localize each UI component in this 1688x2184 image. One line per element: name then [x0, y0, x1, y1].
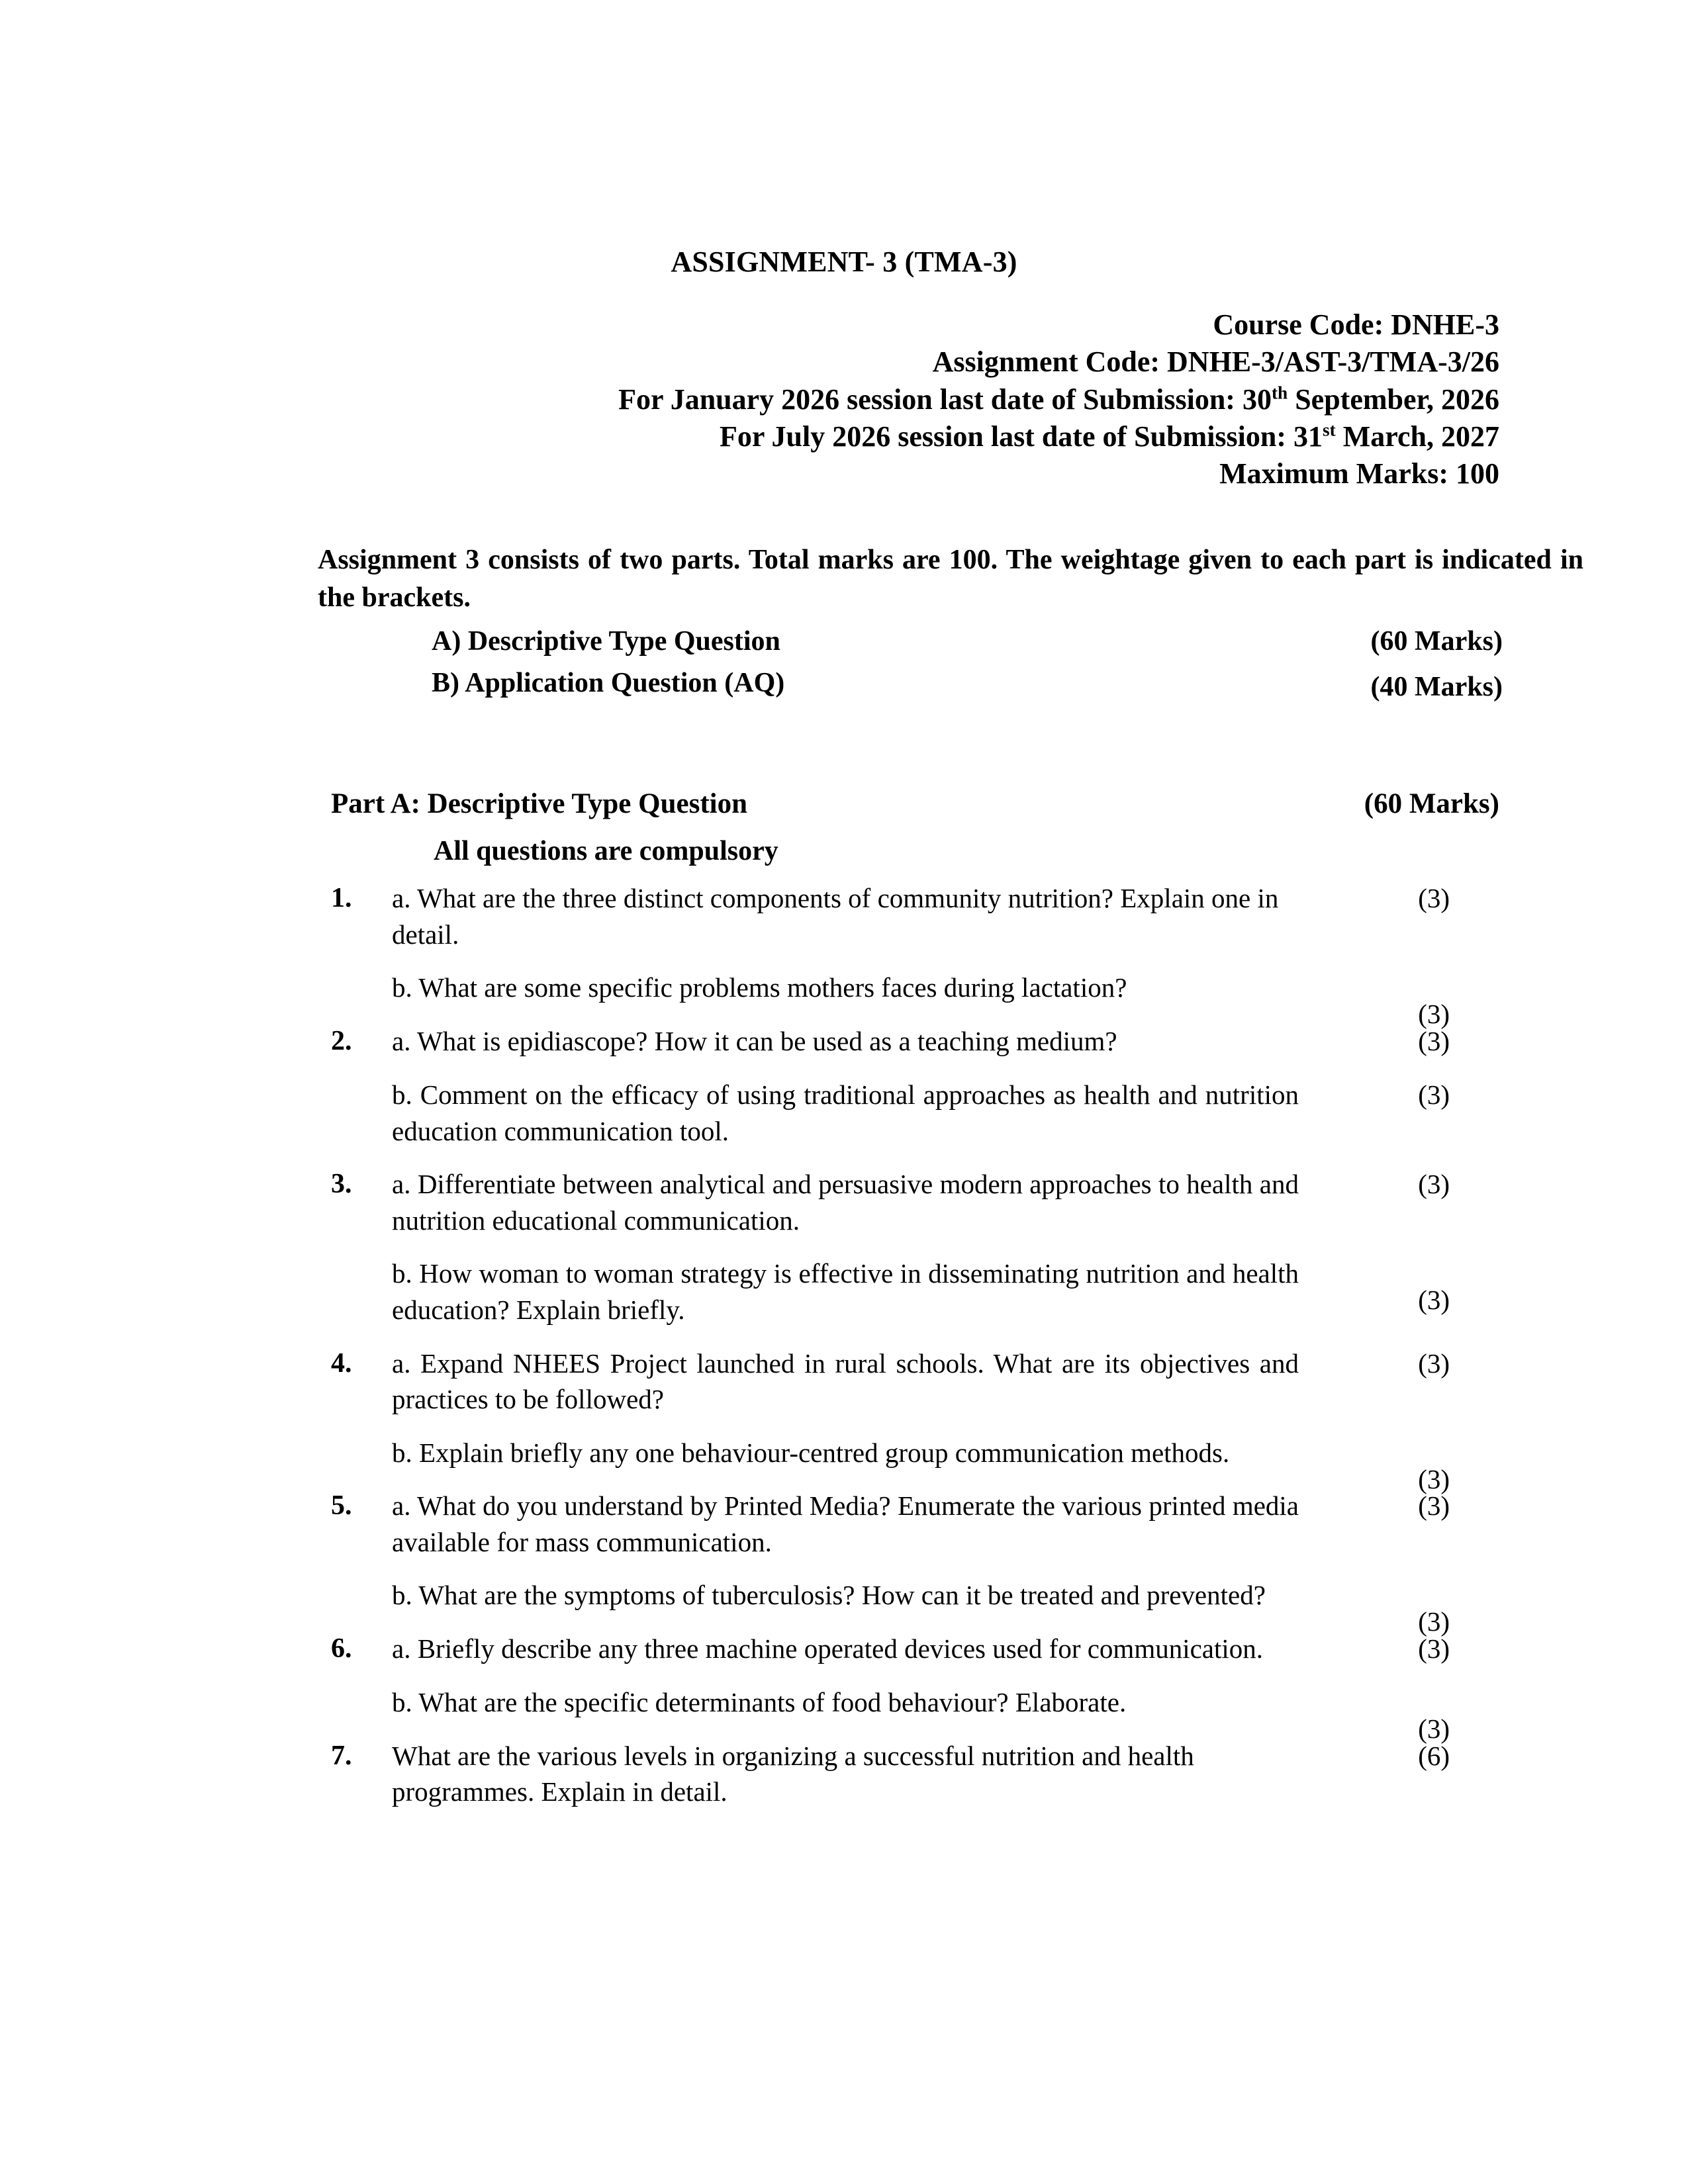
question-row: [331, 970, 1470, 1030]
question-row: [331, 1435, 1470, 1494]
question-number: 2.: [331, 1025, 352, 1056]
question-marks: (3): [1418, 1347, 1450, 1379]
january-session-line: [318, 381, 1499, 418]
parts-overview-list: [318, 621, 1503, 704]
question-row: [331, 1684, 1470, 1745]
question-marks: (3): [1418, 1463, 1450, 1494]
question-group: [331, 1738, 1470, 1810]
question-number: 5.: [331, 1490, 352, 1522]
question-text: a. Expand NHEES Project launched in rural schools. What are its objectives and practices to be followed?: [392, 1347, 1299, 1415]
question-text: a. Differentiate between analytical and persuasive modern approaches to health and nutrition educational communication.: [392, 1169, 1299, 1236]
question-text: b. What are the symptoms of tuberculosis? How can it be treated and prevented?: [392, 1580, 1266, 1611]
part-overview-row-a: [318, 621, 1503, 662]
question-marks: (3): [1418, 1633, 1450, 1664]
question-text: a. What are the three distinct components of community nutrition? Explain one in detail.: [392, 883, 1279, 950]
question-number: 7.: [331, 1740, 352, 1771]
page-title: ASSIGNMENT- 3 (TMA-3): [671, 246, 1017, 278]
question-number: 6.: [331, 1633, 352, 1664]
question-marks: (3): [1418, 1079, 1450, 1111]
question-row: [331, 1488, 1470, 1560]
question-row: [331, 1255, 1470, 1328]
question-group: [331, 1345, 1470, 1494]
question-text: a. What do you understand by Printed Media? Enumerate the various printed media available for mass communication.: [392, 1490, 1299, 1557]
question-row: [331, 1166, 1470, 1238]
intro-paragraph: Assignment 3 consists of two parts. Total marks are 100. The weightage given to each part is indicated in the brackets.: [318, 545, 1583, 614]
question-group: [331, 1023, 1470, 1150]
question-row: [331, 880, 1470, 952]
question-marks: (3): [1418, 999, 1450, 1030]
question-text: What are the various levels in organizing a successful nutrition and health programmes. Explain in detail.: [392, 1740, 1194, 1807]
part-a-heading-text: Part A: Descriptive Type Question: [331, 788, 748, 819]
part-a-section-heading: [331, 788, 1499, 820]
question-row: [331, 1077, 1470, 1149]
january-session-text: For January 2026 session last date of Submission: 30: [618, 383, 1272, 416]
question-group: [331, 1488, 1470, 1637]
question-marks: (3): [1418, 1025, 1450, 1056]
part-b-label: B) Application Question (AQ): [432, 668, 785, 698]
january-ordinal-suffix: th: [1271, 382, 1288, 402]
part-overview-row-b: [318, 662, 1503, 704]
question-marks: (3): [1418, 1169, 1450, 1200]
july-session-date: March, 2027: [1335, 420, 1499, 453]
question-row: [331, 1738, 1470, 1810]
question-group: [331, 1166, 1470, 1328]
question-number: 1.: [331, 883, 352, 913]
course-code-line: Course Code: DNHE-3: [1213, 308, 1499, 341]
question-marks: (3): [1418, 1713, 1450, 1745]
question-row: [331, 1577, 1470, 1637]
july-session-text: For July 2026 session last date of Submission: 31: [719, 420, 1323, 453]
question-marks: (3): [1418, 1490, 1450, 1522]
question-row: [331, 1345, 1470, 1418]
question-group: [331, 880, 1470, 1030]
question-row: [331, 1631, 1470, 1668]
question-text: b. Explain briefly any one behaviour-centred group communication methods.: [392, 1437, 1230, 1468]
question-text: b. Comment on the efficacy of using traditional approaches as health and nutrition education communication tool.: [392, 1079, 1299, 1146]
assignment-code-line: Assignment Code: DNHE-3/AST-3/TMA-3/26: [932, 345, 1499, 379]
maximum-marks-line: Maximum Marks: 100: [1219, 457, 1499, 490]
question-marks: (3): [1418, 1606, 1450, 1637]
question-row: [331, 1023, 1470, 1060]
part-b-marks: (40 Marks): [1370, 672, 1503, 702]
question-text: a. What is epidiascope? How it can be used as a teaching medium?: [392, 1025, 1117, 1056]
question-marks: (3): [1418, 1285, 1450, 1316]
question-number: 4.: [331, 1347, 352, 1379]
question-number: 3.: [331, 1169, 352, 1200]
question-text: b. How woman to woman strategy is effective in disseminating nutrition and health education? Explain briefly.: [392, 1258, 1299, 1325]
question-group: [331, 1631, 1470, 1745]
question-text: b. What are the specific determinants of food behaviour? Elaborate.: [392, 1687, 1127, 1718]
question-text: a. Briefly describe any three machine operated devices used for communication.: [392, 1633, 1264, 1664]
part-a-marks: (60 Marks): [1370, 626, 1503, 657]
july-ordinal-suffix: st: [1323, 420, 1336, 440]
part-a-label: A) Descriptive Type Question: [432, 626, 780, 657]
question-marks: (6): [1418, 1740, 1450, 1771]
question-text: b. What are some specific problems mothers faces during lactation?: [392, 972, 1127, 1003]
questions-list: [331, 880, 1470, 1827]
july-session-line: [318, 418, 1499, 455]
january-session-date: September, 2026: [1288, 383, 1499, 416]
question-marks: (3): [1418, 883, 1450, 913]
header-meta-block: [318, 306, 1499, 493]
compulsory-instruction: All questions are compulsory: [434, 836, 778, 866]
part-a-heading-marks: (60 Marks): [1364, 788, 1499, 819]
